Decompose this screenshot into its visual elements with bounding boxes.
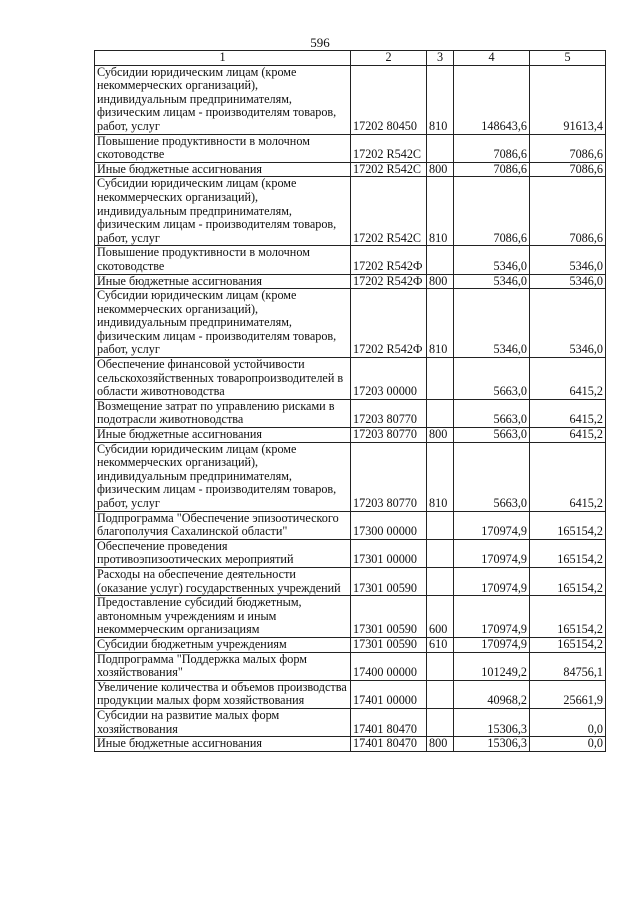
row-code-cell: 17202 R542Ф: [351, 289, 427, 358]
row-code-cell: 17401 80470: [351, 708, 427, 736]
row-value-col5-cell: 84756,1: [530, 652, 606, 680]
row-code-cell: 17203 80770: [351, 399, 427, 427]
row-expense-type-cell: 800: [427, 428, 454, 443]
row-value-col4-cell: 7086,6: [454, 177, 530, 246]
table-row: [95, 65, 606, 134]
row-name-cell: Подпрограмма "Обеспечение эпизоотического благополучия Сахалинской области": [95, 511, 351, 539]
row-code-cell: 17203 80770: [351, 428, 427, 443]
row-value-col5-cell: 165154,2: [530, 539, 606, 567]
row-value-col4-cell: 5663,0: [454, 428, 530, 443]
table-row: [95, 246, 606, 274]
column-header: 2: [351, 51, 427, 66]
row-expense-type-cell: 800: [427, 274, 454, 289]
budget-table: [94, 50, 606, 752]
row-name-cell: Повышение продуктивности в молочном скотоводстве: [95, 246, 351, 274]
row-value-col5-cell: 165154,2: [530, 567, 606, 595]
row-name-cell: Иные бюджетные ассигнования: [95, 274, 351, 289]
row-value-col5-cell: 6415,2: [530, 442, 606, 511]
row-code-cell: 17202 R542Ф: [351, 274, 427, 289]
row-value-col5-cell: 165154,2: [530, 637, 606, 652]
row-value-col4-cell: 7086,6: [454, 134, 530, 162]
table-row: [95, 680, 606, 708]
table-row: [95, 737, 606, 752]
row-value-col5-cell: 5346,0: [530, 289, 606, 358]
table-row: [95, 177, 606, 246]
row-expense-type-cell: [427, 511, 454, 539]
row-code-cell: 17300 00000: [351, 511, 427, 539]
row-expense-type-cell: 600: [427, 596, 454, 638]
row-code-cell: 17301 00590: [351, 596, 427, 638]
row-expense-type-cell: 610: [427, 637, 454, 652]
row-code-cell: 17202 R542C: [351, 134, 427, 162]
row-code-cell: 17401 80470: [351, 737, 427, 752]
row-value-col4-cell: 7086,6: [454, 162, 530, 177]
row-expense-type-cell: [427, 680, 454, 708]
table-row: [95, 162, 606, 177]
table-row: [95, 274, 606, 289]
row-expense-type-cell: [427, 708, 454, 736]
row-expense-type-cell: 810: [427, 177, 454, 246]
table-row: [95, 567, 606, 595]
row-expense-type-cell: [427, 134, 454, 162]
row-value-col5-cell: 0,0: [530, 737, 606, 752]
row-expense-type-cell: [427, 539, 454, 567]
row-code-cell: 17203 80770: [351, 442, 427, 511]
row-code-cell: 17202 R542C: [351, 162, 427, 177]
row-value-col5-cell: 7086,6: [530, 177, 606, 246]
row-value-col4-cell: 170974,9: [454, 596, 530, 638]
row-name-cell: Иные бюджетные ассигнования: [95, 428, 351, 443]
row-value-col4-cell: 15306,3: [454, 737, 530, 752]
row-code-cell: 17401 00000: [351, 680, 427, 708]
table-row: [95, 637, 606, 652]
row-expense-type-cell: [427, 399, 454, 427]
column-header: 1: [95, 51, 351, 66]
table-row: [95, 511, 606, 539]
row-value-col4-cell: 5663,0: [454, 399, 530, 427]
row-value-col5-cell: 5346,0: [530, 246, 606, 274]
row-name-cell: Иные бюджетные ассигнования: [95, 162, 351, 177]
row-value-col5-cell: 6415,2: [530, 428, 606, 443]
row-value-col4-cell: 5346,0: [454, 274, 530, 289]
row-value-col4-cell: 170974,9: [454, 567, 530, 595]
row-value-col5-cell: 91613,4: [530, 65, 606, 134]
row-code-cell: 17202 80450: [351, 65, 427, 134]
row-code-cell: 17400 00000: [351, 652, 427, 680]
row-name-cell: Субсидии юридическим лицам (кроме некоммерческих организаций), индивидуальным предпринимателям, физическим лицам - производителям товаров, работ, услуг: [95, 289, 351, 358]
row-expense-type-cell: 800: [427, 737, 454, 752]
column-header: 4: [454, 51, 530, 66]
row-name-cell: Обеспечение финансовой устойчивости сельскохозяйственных товаропроизводителей в области животноводства: [95, 358, 351, 400]
table-row: [95, 442, 606, 511]
row-value-col5-cell: 6415,2: [530, 399, 606, 427]
row-name-cell: Повышение продуктивности в молочном скотоводстве: [95, 134, 351, 162]
table-row: [95, 399, 606, 427]
row-value-col4-cell: 5663,0: [454, 358, 530, 400]
table-row: [95, 134, 606, 162]
row-value-col4-cell: 15306,3: [454, 708, 530, 736]
row-value-col5-cell: 7086,6: [530, 162, 606, 177]
row-name-cell: Увеличение количества и объемов производства продукции малых форм хозяйствования: [95, 680, 351, 708]
row-expense-type-cell: [427, 567, 454, 595]
row-value-col5-cell: 6415,2: [530, 358, 606, 400]
header-row: [95, 51, 606, 66]
row-code-cell: 17301 00590: [351, 567, 427, 595]
row-expense-type-cell: 810: [427, 289, 454, 358]
row-value-col4-cell: 101249,2: [454, 652, 530, 680]
row-value-col4-cell: 170974,9: [454, 539, 530, 567]
row-value-col5-cell: 165154,2: [530, 596, 606, 638]
row-name-cell: Субсидии юридическим лицам (кроме некоммерческих организаций), индивидуальным предпринимателям, физическим лицам - производителям товаров, работ, услуг: [95, 177, 351, 246]
row-code-cell: 17202 R542C: [351, 177, 427, 246]
row-name-cell: Возмещение затрат по управлению рисками в подотрасли животноводства: [95, 399, 351, 427]
row-value-col4-cell: 5663,0: [454, 442, 530, 511]
row-value-col4-cell: 5346,0: [454, 246, 530, 274]
table-row: [95, 289, 606, 358]
row-expense-type-cell: [427, 246, 454, 274]
table-row: [95, 596, 606, 638]
row-expense-type-cell: 810: [427, 65, 454, 134]
row-expense-type-cell: 800: [427, 162, 454, 177]
page-number: 596: [310, 35, 330, 50]
column-header: 3: [427, 51, 454, 66]
row-expense-type-cell: 810: [427, 442, 454, 511]
row-name-cell: Иные бюджетные ассигнования: [95, 737, 351, 752]
row-value-col4-cell: 5346,0: [454, 289, 530, 358]
table-row: [95, 428, 606, 443]
table-row: [95, 539, 606, 567]
row-name-cell: Предоставление субсидий бюджетным, автономным учреждениям и иным некоммерческим организациям: [95, 596, 351, 638]
row-value-col5-cell: 5346,0: [530, 274, 606, 289]
table-row: [95, 708, 606, 736]
row-value-col4-cell: 40968,2: [454, 680, 530, 708]
row-value-col5-cell: 0,0: [530, 708, 606, 736]
row-name-cell: Субсидии юридическим лицам (кроме некоммерческих организаций), индивидуальным предпринимателям, физическим лицам - производителям товаров, работ, услуг: [95, 442, 351, 511]
row-name-cell: Обеспечение проведения противоэпизоотических мероприятий: [95, 539, 351, 567]
row-expense-type-cell: [427, 652, 454, 680]
row-name-cell: Субсидии на развитие малых форм хозяйствования: [95, 708, 351, 736]
row-code-cell: 17202 R542Ф: [351, 246, 427, 274]
row-value-col4-cell: 170974,9: [454, 637, 530, 652]
row-code-cell: 17301 00590: [351, 637, 427, 652]
row-value-col5-cell: 25661,9: [530, 680, 606, 708]
row-name-cell: Субсидии бюджетным учреждениям: [95, 637, 351, 652]
row-code-cell: 17301 00000: [351, 539, 427, 567]
row-value-col4-cell: 148643,6: [454, 65, 530, 134]
table-row: [95, 358, 606, 400]
row-expense-type-cell: [427, 358, 454, 400]
row-value-col4-cell: 170974,9: [454, 511, 530, 539]
row-name-cell: Субсидии юридическим лицам (кроме некоммерческих организаций), индивидуальным предпринимателям, физическим лицам - производителям товаров, работ, услуг: [95, 65, 351, 134]
column-header: 5: [530, 51, 606, 66]
row-name-cell: Подпрограмма "Поддержка малых форм хозяйствования": [95, 652, 351, 680]
row-code-cell: 17203 00000: [351, 358, 427, 400]
row-name-cell: Расходы на обеспечение деятельности (оказание услуг) государственных учреждений: [95, 567, 351, 595]
row-value-col5-cell: 7086,6: [530, 134, 606, 162]
table-row: [95, 652, 606, 680]
row-value-col5-cell: 165154,2: [530, 511, 606, 539]
